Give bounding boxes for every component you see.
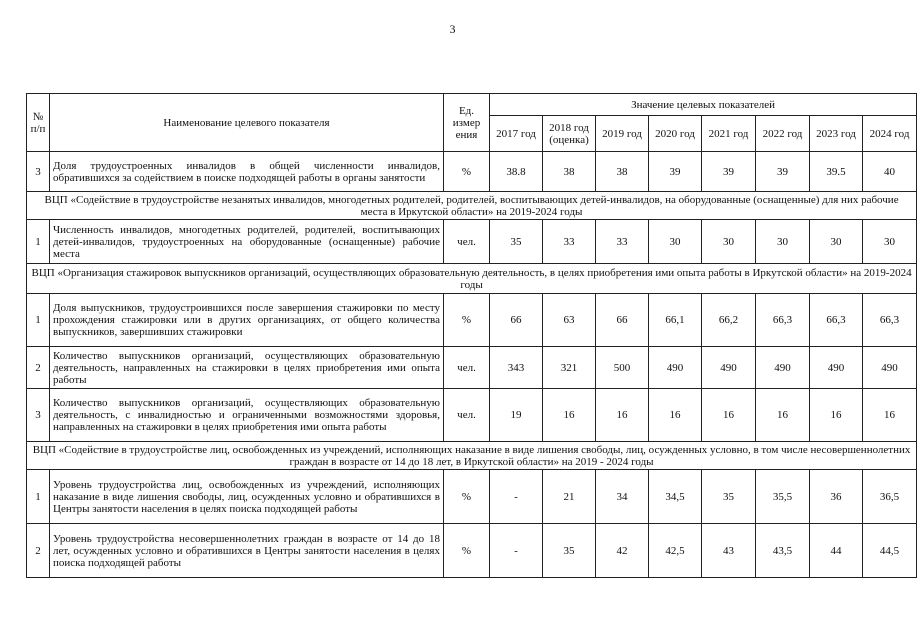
- table-row: [27, 524, 917, 578]
- header-year: 2021 год: [702, 116, 756, 152]
- value-cell: 30: [649, 220, 702, 264]
- header-year: 2022 год: [756, 116, 810, 152]
- header-year: 2023 год: [810, 116, 863, 152]
- value-cell: 30: [810, 220, 863, 264]
- table-row: [27, 347, 917, 389]
- section-row: [27, 442, 917, 470]
- value-cell: 21: [543, 470, 596, 524]
- value-cell: 490: [810, 347, 863, 389]
- row-num: 2: [27, 524, 50, 578]
- row-num: 1: [27, 470, 50, 524]
- value-cell: 36,5: [863, 470, 917, 524]
- value-cell: 34,5: [649, 470, 702, 524]
- value-cell: 66,1: [649, 294, 702, 347]
- unit-cell: %: [444, 294, 490, 347]
- header-year: 2020 год: [649, 116, 702, 152]
- value-cell: 66,2: [702, 294, 756, 347]
- section-title: ВЦП «Содействие в трудоустройстве лиц, освобожденных из учреждений, исполняющих наказание в виде лишения свободы, лиц, осужденных условно, в том числе несовершеннолетних граждан в возрасте от 14 до 18 лет, в Иркутской области» на 2019 - 2024 годы: [27, 442, 917, 470]
- value-cell: 42: [596, 524, 649, 578]
- value-cell: 42,5: [649, 524, 702, 578]
- value-cell: 38: [543, 152, 596, 192]
- value-cell: 38: [596, 152, 649, 192]
- value-cell: 35,5: [756, 470, 810, 524]
- value-cell: 16: [649, 389, 702, 442]
- value-cell: 66,3: [756, 294, 810, 347]
- unit-cell: %: [444, 152, 490, 192]
- unit-cell: чел.: [444, 389, 490, 442]
- value-cell: 490: [863, 347, 917, 389]
- value-cell: 490: [702, 347, 756, 389]
- page-number: 3: [449, 22, 456, 36]
- value-cell: 66,3: [863, 294, 917, 347]
- value-cell: 39: [649, 152, 702, 192]
- row-num: 1: [27, 220, 50, 264]
- table-row: [27, 389, 917, 442]
- value-cell: 16: [543, 389, 596, 442]
- value-cell: 44: [810, 524, 863, 578]
- table-row: [27, 294, 917, 347]
- value-cell: 40: [863, 152, 917, 192]
- value-cell: 490: [649, 347, 702, 389]
- value-cell: 33: [543, 220, 596, 264]
- section-title: ВЦП «Содействие в трудоустройстве незанятых инвалидов, многодетных родителей, родителей, воспитывающих детей-инвалидов, на оборудованные (оснащенные) для них рабочие места в Иркутской области» на 2019-2024 годы: [27, 192, 917, 220]
- header-year: 2018 год (оценка): [543, 116, 596, 152]
- value-cell: 39.5: [810, 152, 863, 192]
- header-year: 2017 год: [490, 116, 543, 152]
- value-cell: 43,5: [756, 524, 810, 578]
- value-cell: 30: [756, 220, 810, 264]
- section-row: [27, 264, 917, 294]
- header-values-title: Значение целевых показателей: [490, 94, 917, 116]
- unit-cell: %: [444, 470, 490, 524]
- value-cell: 38.8: [490, 152, 543, 192]
- value-cell: -: [490, 470, 543, 524]
- header-row-top: [27, 94, 917, 116]
- value-cell: 16: [596, 389, 649, 442]
- indicator-name: Уровень трудоустройства лиц, освобожденных из учреждений, исполняющих наказание в виде лишения свободы, лиц, осужденных условно и обратившихся в Центры занятости населения в целях поиска подходящей работы: [50, 470, 444, 524]
- row-num: 1: [27, 294, 50, 347]
- value-cell: 34: [596, 470, 649, 524]
- header-year: 2024 год: [863, 116, 917, 152]
- value-cell: 30: [863, 220, 917, 264]
- row-num: 3: [27, 389, 50, 442]
- indicator-name: Численность инвалидов, многодетных родителей, родителей, воспитывающих детей-инвалидов, трудоустроенных на оборудованные (оснащенные) рабочие места: [50, 220, 444, 264]
- table-row: [27, 470, 917, 524]
- indicator-name: Количество выпускников организаций, осуществляющих образовательную деятельность, направленных на стажировки в целях приобретения ими опыта работы: [50, 347, 444, 389]
- value-cell: 66: [596, 294, 649, 347]
- value-cell: 35: [702, 470, 756, 524]
- value-cell: 66: [490, 294, 543, 347]
- indicator-name: Количество выпускников организаций, осуществляющих образовательную деятельность, с инвалидностью и ограниченными возможностями здоровья, направленных на стажировки в целях приобретения ими опыта работы: [50, 389, 444, 442]
- indicators-table: [26, 93, 917, 578]
- section-row: [27, 192, 917, 220]
- value-cell: 30: [702, 220, 756, 264]
- value-cell: 39: [702, 152, 756, 192]
- value-cell: 43: [702, 524, 756, 578]
- header-unit: Ед. измер ения: [444, 94, 490, 152]
- indicator-name: Доля трудоустроенных инвалидов в общей численности инвалидов, обратившихся за содействием в поиске подходящей работы в органы занятости: [50, 152, 444, 192]
- header-num: № п/п: [27, 94, 50, 152]
- section-title: ВЦП «Организация стажировок выпускников организаций, осуществляющих образовательную деятельность, в целях приобретения ими опыта работы в Иркутской области» на 2019-2024 годы: [27, 264, 917, 294]
- value-cell: 39: [756, 152, 810, 192]
- indicator-name: Уровень трудоустройства несовершеннолетних граждан в возрасте от 14 до 18 лет, осужденных условно и обратившихся в Центры занятости населения в целях поиска подходящей работы: [50, 524, 444, 578]
- value-cell: -: [490, 524, 543, 578]
- table-body: [27, 152, 917, 578]
- table-row: [27, 152, 917, 192]
- header-year: 2019 год: [596, 116, 649, 152]
- value-cell: 66,3: [810, 294, 863, 347]
- table-row: [27, 220, 917, 264]
- indicator-name: Доля выпускников, трудоустроившихся после завершения стажировки по месту прохождения стажировки или в других организациях, от общего количества выпускников, завершивших стажировки: [50, 294, 444, 347]
- value-cell: 63: [543, 294, 596, 347]
- value-cell: 321: [543, 347, 596, 389]
- value-cell: 343: [490, 347, 543, 389]
- header-name: Наименование целевого показателя: [50, 94, 444, 152]
- row-num: 2: [27, 347, 50, 389]
- value-cell: 44,5: [863, 524, 917, 578]
- value-cell: 16: [863, 389, 917, 442]
- value-cell: 16: [810, 389, 863, 442]
- unit-cell: чел.: [444, 220, 490, 264]
- unit-cell: %: [444, 524, 490, 578]
- row-num: 3: [27, 152, 50, 192]
- value-cell: 16: [756, 389, 810, 442]
- value-cell: 490: [756, 347, 810, 389]
- unit-cell: чел.: [444, 347, 490, 389]
- value-cell: 35: [543, 524, 596, 578]
- value-cell: 33: [596, 220, 649, 264]
- value-cell: 35: [490, 220, 543, 264]
- value-cell: 19: [490, 389, 543, 442]
- value-cell: 16: [702, 389, 756, 442]
- value-cell: 36: [810, 470, 863, 524]
- value-cell: 500: [596, 347, 649, 389]
